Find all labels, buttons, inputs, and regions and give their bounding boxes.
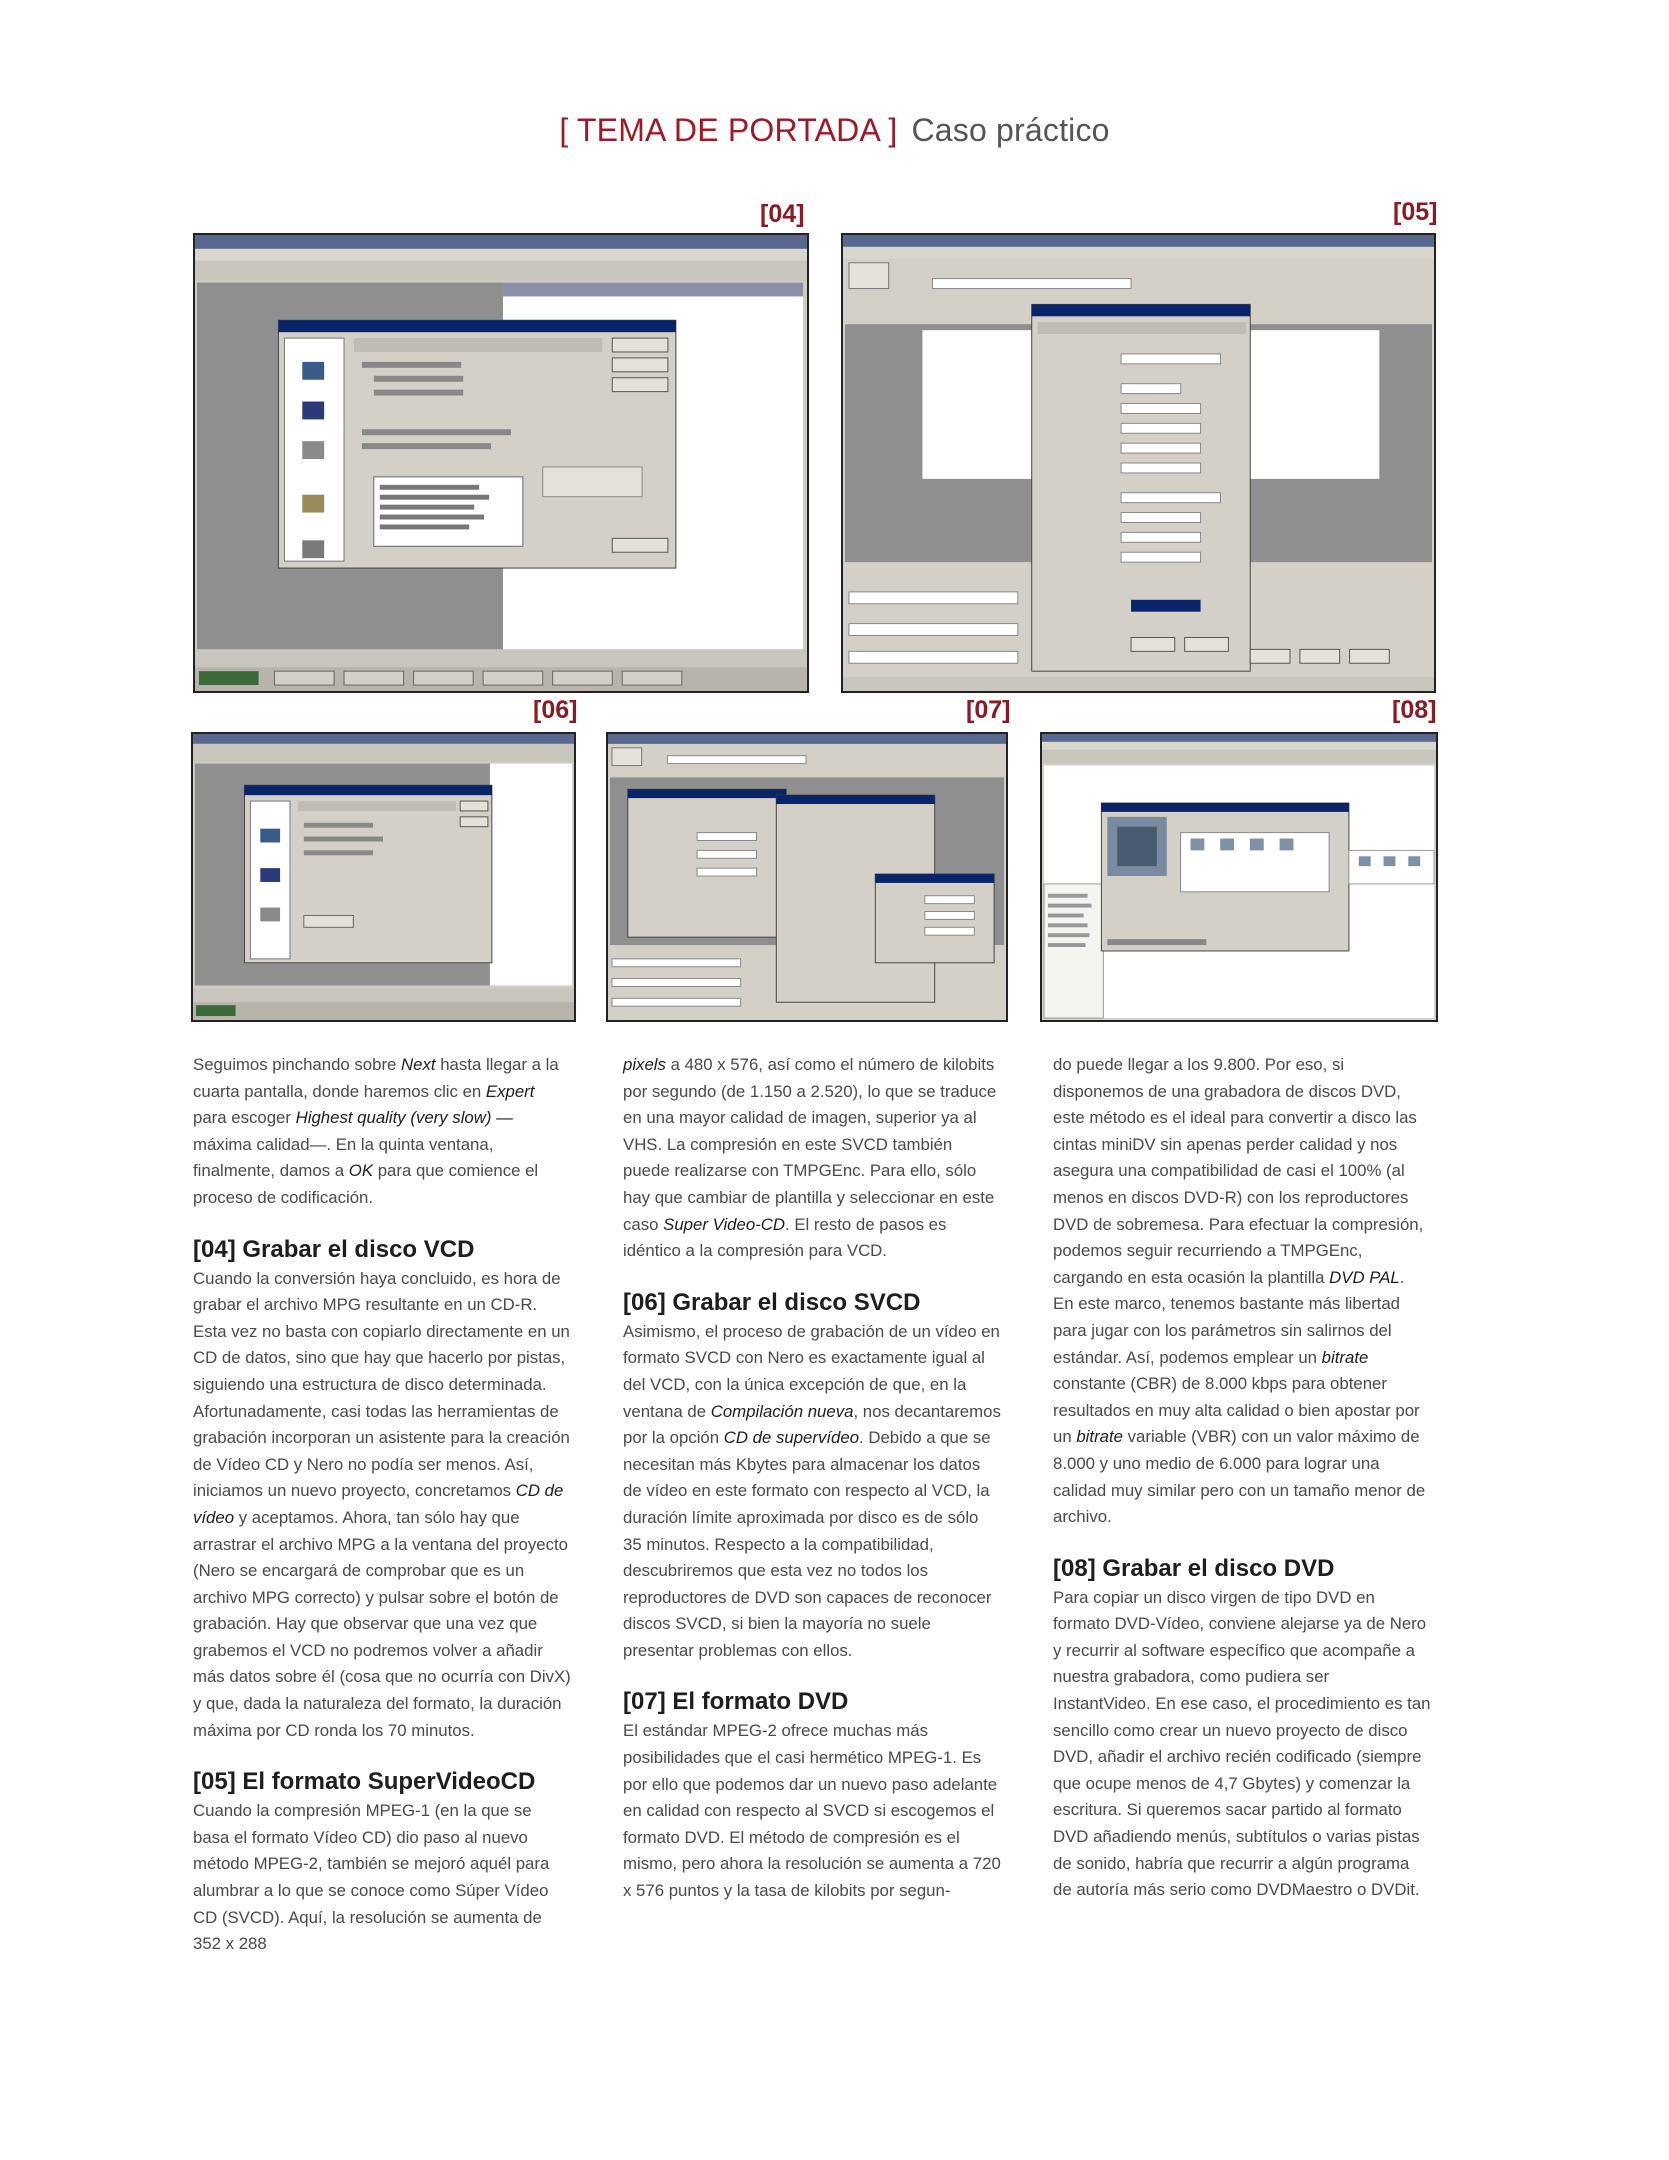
col3-paragraph-3: Para copiar un disco virgen de tipo DVD en formato DVD-Vídeo, conviene alejarse ya de Nero y recurrir al software específico que acompañe a nuestra grabadora, como pudiera ser InstantVideo. En ese caso, el procedimiento es tan sencillo como crear un nuevo proyecto de disco DVD, añadir el archivo recién codificado (siempre que ocupe menos de 4,7 Gbytes) y comenzar la escritura. Si queremos sacar partido al formato DVD añadiendo menús, subtítulos o varias pistas de sonido, habría que recurrir a algún programa de autoría más serio como DVDMaestro o DVDit. (1053, 1587, 1431, 1900)
text-run: y aceptamos. Ahora, tan sólo hay que arrastrar el archivo MPG a la ventana del proyecto (Nero se encargará de comprobar que es un archivo MPG correcto) y pulsar sobre el botón de grabación. Hay que observar que una vez que grabemos el VCD no podremos volver a añadir más datos sobre él (cosa que no ocurría con DivX) y que, dada la naturaleza del formato, la duración máxima por CD ronda los 70 minutos. (193, 1507, 571, 1740)
text-run: Seguimos pinchando sobre (193, 1055, 402, 1074)
screenshot-08-graphic (1042, 734, 1436, 1020)
heading-06: [06] Grabar el disco SVCD (623, 1288, 921, 1316)
term-expert: Expert (485, 1081, 535, 1101)
section-title: [ TEMA DE PORTADA ] (559, 112, 898, 148)
text-run: . (1399, 1267, 1405, 1287)
term-cd-de-supervideo: CD de supervídeo (723, 1428, 860, 1448)
screenshot-07 (606, 732, 1008, 1022)
text-run: máxima calidad—. En la quinta ventana, finalmente, damos a (193, 1134, 494, 1181)
screenshot-04-graphic (195, 235, 807, 691)
screenshot-07-graphic (608, 734, 1006, 1020)
section-subtitle: Caso práctico (911, 112, 1110, 148)
heading-04: [04] Grabar el disco VCD (193, 1235, 475, 1263)
text-run: variable (VBR) con un valor máximo de 8.000 y uno medio de 6.000 para lograr una calidad muy similar pero con un tamaño menor de archivo. (1053, 1427, 1426, 1527)
figure-label-04: [04] (760, 200, 805, 228)
section-header (0, 112, 1669, 149)
figure-label-06: [06] (533, 696, 578, 724)
term-next: Next (401, 1055, 436, 1074)
term-super-video-cd: Super Video-CD (663, 1214, 786, 1234)
col1-paragraph-3: Cuando la compresión MPEG-1 (en la que se basa el formato Vídeo CD) dio paso al nuevo método MPEG-2, también se mejoró aquél para alumbrar a lo que se conoce como Súper Vídeo CD (SVCD). Aquí, la resolución se aumenta de 352 x 288 (193, 1801, 550, 1954)
heading-08: [08] Grabar el disco DVD (1053, 1554, 1335, 1582)
text-run: do puede llegar a los 9.800. Por eso, si disponemos de una grabadora de discos DVD, este método es el ideal para convertir a disco las cintas miniDV sin apenas perder calidad y nos asegura una compatibilidad de casi el 100% (al menos en discos DVD-R) con los reproductores DVD de sobremesa. Para efectuar la compresión, podemos seguir recurriendo a TMPGEnc, cargando en esta ocasión la plantilla (1053, 1055, 1424, 1287)
term-ok: OK (348, 1161, 374, 1181)
figure-label-07: [07] (966, 696, 1011, 724)
figure-label-05: [05] (1393, 198, 1438, 226)
text-column-2 (623, 1052, 1001, 1905)
col1-paragraph-2 (193, 1266, 571, 1745)
text-run: a 480 x 576, así como el número de kilobits por segundo (de 1.150 a 2.520), lo que se traduce en una mayor calidad de imagen, superior ya al VHS. La compresión en este SVCD también puede realizarse con TMPGEnc. Para ello, sólo hay que cambiar de plantilla y seleccionar en este caso (623, 1055, 997, 1234)
text-run: constante (CBR) de 8.000 kbps para obtener resultados en muy alta calidad o bien apostar por un (1053, 1374, 1420, 1447)
term-cd-de-video: CD de vídeo (193, 1481, 564, 1527)
text-run: Asimismo, el proceso de grabación de un vídeo en formato SVCD con Nero es exactamente igual al del VCD, con la única excepción de que, en la ventana de (623, 1321, 1000, 1421)
text-run: En este marco, tenemos bastante más libertad para jugar con los parámetros sin salirnos del estándar. Así, podemos emplear un (1053, 1294, 1400, 1367)
text-run: . El resto de pasos es idéntico a la compresión para VCD. (623, 1214, 947, 1261)
screenshot-05-graphic (843, 235, 1434, 691)
col2-paragraph-1 (623, 1052, 1001, 1265)
col1-paragraph-1 (193, 1052, 571, 1212)
col3-paragraph-1 (1053, 1052, 1431, 1291)
text-run: , nos decantaremos por la opción (623, 1401, 1001, 1448)
text-column-1 (193, 1052, 571, 1958)
screenshot-05 (841, 233, 1436, 693)
term-compilacion-nueva: Compilación nueva (710, 1401, 854, 1421)
term-bitrate: bitrate (1076, 1427, 1123, 1447)
text-column-3 (1053, 1052, 1431, 1904)
term-bitrate: bitrate (1321, 1347, 1369, 1367)
text-run: hasta llegar a la cuarta pantalla, donde haremos clic en (193, 1055, 559, 1101)
col3-paragraph-2 (1053, 1291, 1431, 1530)
screenshot-06 (191, 732, 576, 1022)
col2-paragraph-3: El estándar MPEG-2 ofrece muchas más posibilidades que el casi hermético MPEG-1. Es por ello que podemos dar un nuevo paso adelante en calidad con respecto al SVCD si escogemos el formato DVD. El método de compresión es el mismo, pero ahora la resolución se aumenta a 720 x 576 puntos y la tasa de kilobits por segun- (623, 1721, 1001, 1901)
screenshot-04 (193, 233, 809, 693)
text-run: para escoger (193, 1108, 296, 1128)
col2-paragraph-2 (623, 1319, 1001, 1665)
term-dvd-pal: DVD PAL (1329, 1267, 1400, 1287)
term-highest-quality: Highest quality (very slow) — (295, 1108, 513, 1128)
heading-05: [05] El formato SuperVideoCD (193, 1768, 536, 1796)
text-run: . Debido a que se necesitan más Kbytes para almacenar los datos de vídeo en este formato con respecto al VCD, la duración límite aproximada por disco es de sólo 35 minutos. Respecto a la compatibilidad, descubriremos que esta vez no todos los reproductores de DVD son capaces de reconocer discos SVCD, si bien la mayoría no suele presentar problemas con ellos. (623, 1428, 992, 1660)
term-pixels: pixels (623, 1055, 666, 1074)
figure-label-08: [08] (1392, 696, 1437, 724)
text-run: para que comience el proceso de codificación. (193, 1161, 539, 1207)
heading-07: [07] El formato DVD (623, 1688, 849, 1716)
screenshot-08 (1040, 732, 1438, 1022)
text-run: Cuando la conversión haya concluido, es hora de grabar el archivo MPG resultante en un CD-R. Esta vez no basta con copiarlo directamente en un CD de datos, sino que hay que hacerlo por pistas, siguiendo una estructura de disco determinada. Afortunadamente, casi todas las herramientas de grabación incorporan un asistente para la creación de Vídeo CD y Nero no podía ser menos. Así, iniciamos un nuevo proyecto, concretamos (193, 1268, 570, 1501)
screenshot-06-graphic (193, 734, 574, 1020)
